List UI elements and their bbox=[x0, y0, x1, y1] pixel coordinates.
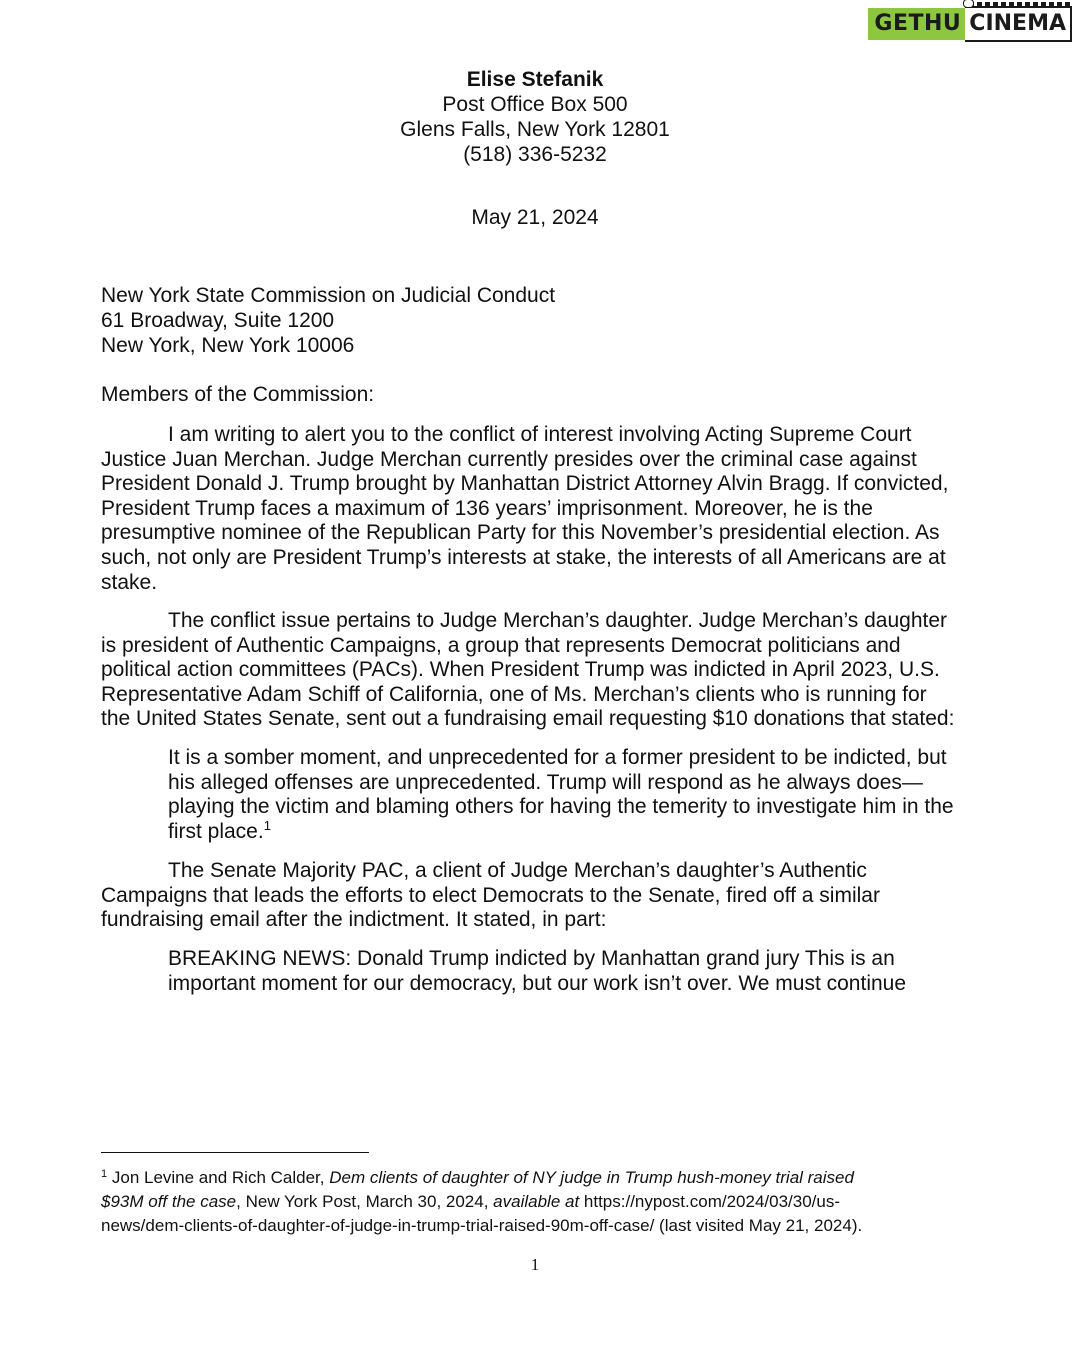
paragraph-1 bbox=[101, 423, 981, 595]
paragraph-line: stake. bbox=[101, 570, 158, 594]
quote-line-last bbox=[168, 817, 988, 845]
block-quote-senate-pac bbox=[168, 947, 988, 996]
footnote-authors: Jon Levine and Rich Calder, bbox=[111, 1168, 330, 1187]
paragraph-line: presumptive nominee of the Republican Party for this November’s presidential election. As bbox=[101, 521, 940, 545]
paragraph-line: such, not only are President Trump’s interests at stake, the interests of all Americans are at bbox=[101, 545, 946, 569]
quote-line-text: first place. bbox=[168, 819, 264, 843]
paragraph-line: political action committees (PACs). When President Trump was indicted in April 2023, U.S. bbox=[101, 658, 940, 682]
footnote-number: 1 bbox=[101, 1168, 108, 1180]
paragraph-line: Representative Adam Schiff of California, one of Ms. Merchan’s clients who is running for bbox=[101, 682, 927, 706]
quote-line: BREAKING NEWS: Donald Trump indicted by Manhattan grand jury This is an bbox=[168, 947, 895, 970]
watermark-part1: GETHU bbox=[868, 8, 965, 40]
paragraph-2 bbox=[101, 609, 981, 732]
salutation: Members of the Commission: bbox=[101, 383, 375, 406]
paragraph-line: fundraising email after the indictment. It stated, in part: bbox=[101, 908, 607, 932]
watermark-part2 bbox=[965, 6, 1072, 42]
footnote-line bbox=[101, 1190, 981, 1214]
footnote-divider bbox=[101, 1152, 369, 1153]
recipient-line2: 61 Broadway, Suite 1200 bbox=[101, 309, 335, 332]
paragraph-line: The Senate Majority PAC, a client of Judge Merchan’s daughter’s Authentic bbox=[168, 859, 867, 882]
sender-address1: Post Office Box 500 bbox=[442, 93, 628, 116]
block-quote-schiff bbox=[168, 746, 988, 844]
paragraph-line: President Trump faces a maximum of 136 years’ imprisonment. Moreover, he is the bbox=[101, 496, 873, 520]
sender-phone: (518) 336-5232 bbox=[463, 143, 607, 166]
footnote-line bbox=[101, 1166, 981, 1190]
paragraph-line: The conflict issue pertains to Judge Merchan’s daughter. Judge Merchan’s daughter bbox=[168, 609, 948, 632]
footnote-title: Dem clients of daughter of NY judge in Trump hush-money trial raised bbox=[329, 1168, 854, 1187]
quote-line: It is a somber moment, and unprecedented for a former president to be indicted, but bbox=[168, 746, 947, 769]
channel-watermark-logo bbox=[868, 6, 1072, 42]
paragraph-line: is president of Authentic Campaigns, a group that represents Democrat politicians and bbox=[101, 633, 901, 657]
paragraph-line: Justice Juan Merchan. Judge Merchan currently presides over the criminal case against bbox=[101, 447, 917, 471]
letter-date: May 21, 2024 bbox=[471, 206, 599, 229]
sender-name: Elise Stefanik bbox=[466, 68, 604, 91]
sender-address2: Glens Falls, New York 12801 bbox=[400, 118, 670, 141]
recipient-line3: New York, New York 10006 bbox=[101, 334, 355, 357]
film-strip-icon bbox=[969, 2, 1070, 6]
quote-line: important moment for our democracy, but our work isn’t over. We must continue bbox=[168, 971, 907, 995]
footnote-line: news/dem-clients-of-daughter-of-judge-in-trump-trial-raised-90m-off-case/ (last visited May 21, 2024). bbox=[101, 1216, 863, 1235]
paragraph-line: President Donald J. Trump brought by Manhattan District Attorney Alvin Bragg. If convicted, bbox=[101, 472, 949, 496]
quote-line: playing the victim and blaming others for having the temerity to investigate him in the bbox=[168, 795, 954, 819]
footnote-1 bbox=[101, 1166, 981, 1238]
paragraph-line: I am writing to alert you to the conflict of interest involving Acting Supreme Court bbox=[168, 423, 912, 446]
page-number: 1 bbox=[530, 1255, 540, 1274]
camera-icon bbox=[963, 0, 974, 8]
watermark-part2-text: CINEMA bbox=[969, 11, 1066, 36]
footnote-publication: , New York Post, March 30, 2024, bbox=[236, 1192, 494, 1211]
paragraph-line: the United States Senate, sent out a fundraising email requesting $10 donations that stated: bbox=[101, 707, 955, 731]
footnote-title-cont: $93M off the case bbox=[101, 1192, 237, 1211]
footnote-url: https://nypost.com/2024/03/30/us- bbox=[579, 1192, 841, 1211]
recipient-line1: New York State Commission on Judicial Conduct bbox=[101, 284, 556, 307]
quote-line: his alleged offenses are unprecedented. Trump will respond as he always does— bbox=[168, 770, 923, 794]
footnote-reference: 1 bbox=[263, 817, 271, 833]
paragraph-3 bbox=[101, 859, 981, 933]
paragraph-line: Campaigns that leads the efforts to elect Democrats to the Senate, fired off a similar bbox=[101, 883, 880, 907]
footnote-available: available at bbox=[493, 1192, 580, 1211]
